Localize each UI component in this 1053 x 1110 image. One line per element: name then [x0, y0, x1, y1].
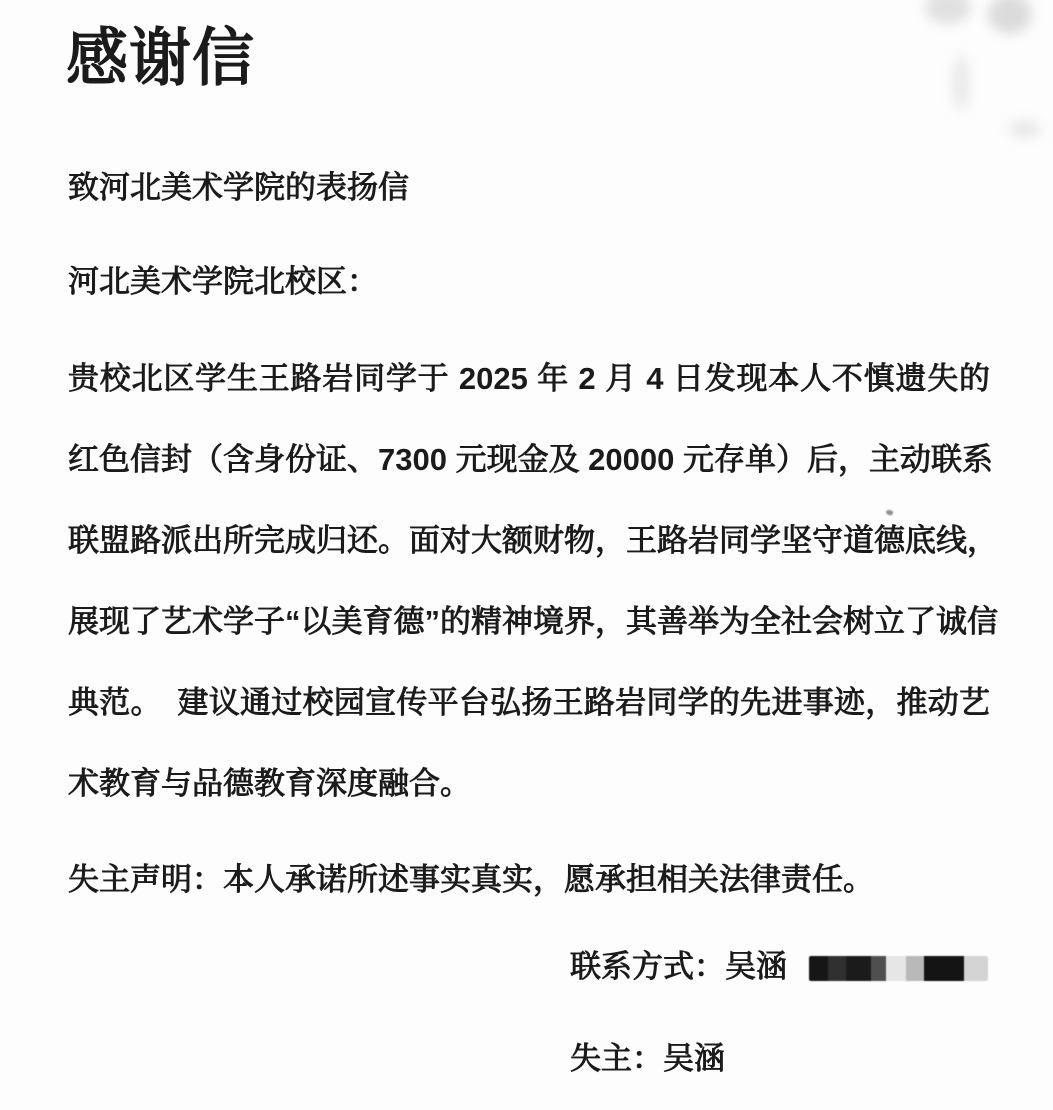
- redaction-segment: [871, 956, 886, 981]
- redaction-segment: [828, 956, 846, 981]
- body-line: 联盟路派出所完成归还。面对大额财物，王路岩同学坚守道德底线，: [68, 523, 998, 558]
- letter-salutation: 河北美术学院北校区：: [68, 264, 378, 299]
- photo-artifact: [952, 55, 970, 111]
- contact-text: 联系方式：吴涵: [570, 949, 787, 984]
- letter-title: 感谢信: [66, 23, 256, 94]
- contact-line: [570, 946, 988, 988]
- redaction-segment: [809, 956, 828, 981]
- body-line: 展现了艺术学子“以美育德”的精神境界，其善举为全社会树立了诚信: [68, 604, 998, 639]
- photo-artifact: [1008, 120, 1042, 138]
- letter-subtitle: 致河北美术学院的表扬信: [68, 170, 409, 205]
- body-line: 贵校北区学生王路岩同学于 2025 年 2 月 4 日发现本人不慎遗失的: [68, 361, 990, 396]
- body-paragraph: [68, 338, 998, 824]
- body-line: 红色信封（含身份证、7300 元现金及 20000 元存单）后，主动联系: [68, 442, 994, 477]
- owner-declaration: 失主声明：本人承诺所述事实真实，愿承担相关法律责任。: [68, 862, 874, 897]
- body-line: 术教育与品德教育深度融合。: [68, 766, 471, 801]
- photo-artifact: [988, 0, 1032, 34]
- redacted-phone-number: [809, 956, 988, 981]
- redaction-segment: [886, 956, 906, 981]
- redaction-segment: [924, 956, 964, 981]
- signature-line: 失主：吴涵: [570, 1041, 725, 1076]
- body-line: 典范。 建议通过校园宣传平台弘扬王路岩同学的先进事迹，推动艺: [68, 685, 990, 720]
- redaction-segment: [906, 956, 924, 981]
- redaction-segment: [964, 956, 988, 981]
- photo-artifact: [925, 0, 971, 24]
- redaction-segment: [846, 956, 871, 981]
